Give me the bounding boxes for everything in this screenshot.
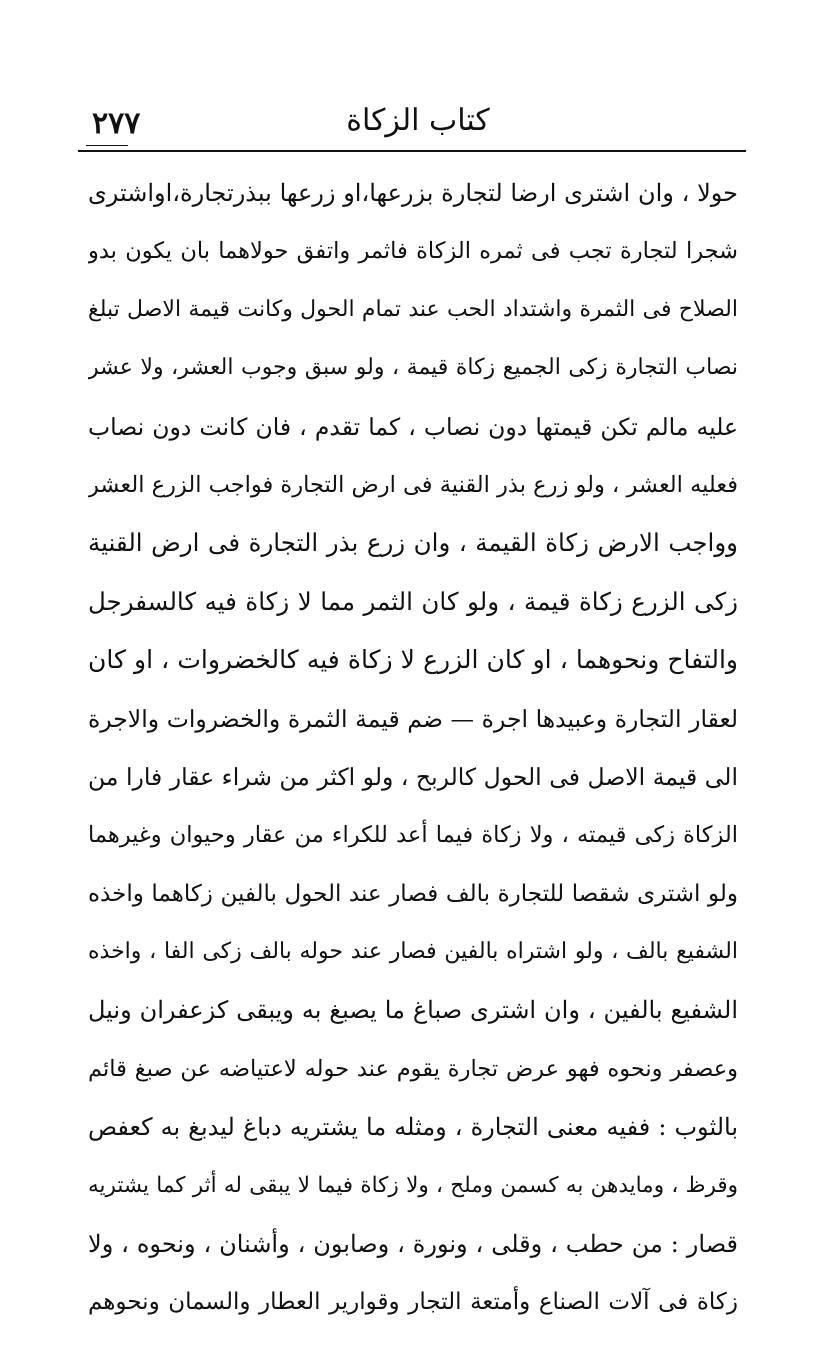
page-number-underline bbox=[86, 145, 128, 146]
text-line: وعصفر ونحوه فهو عرض تجارة يقوم عند حوله لاعتياضه عن صبغ قائم bbox=[88, 1055, 738, 1082]
body-text bbox=[88, 164, 738, 1332]
text-line: الصلاح فى الثمرة واشتداد الحب عند تمام الحول وكانت قيمة الاصل تبلغ bbox=[88, 296, 738, 322]
text-line: الشفيع بالف ، ولو اشتراه بالفين فصار عند حوله بالف زكى الفا ، واخذه bbox=[88, 939, 738, 965]
text-line: وواجب الارض زكاة القيمة ، وان زرع بذر التجارة فى ارض القنية bbox=[88, 528, 738, 558]
text-line: نصاب التجارة زكى الجميع زكاة قيمة ، ولو سبق وجوب العشر، ولا عشر bbox=[88, 355, 738, 381]
text-line: زكى الزرع زكاة قيمة ، ولو كان الثمر مما لا زكاة فيه كالسفرجل bbox=[88, 586, 738, 616]
text-line: عليه مالم تكن قيمتها دون نصاب ، كما تقدم ، فان كانت دون نصاب bbox=[88, 412, 738, 441]
text-line: زكاة فى آلات الصناع وأمتعة التجار وقوارير العطار والسمان ونحوهم bbox=[88, 1289, 738, 1316]
text-line: شجرا لتجارة تجب فى ثمره الزكاة فاثمر واتفق حولاهما بان يكون بدو bbox=[88, 238, 738, 265]
text-line: وقرظ ، ومايدهن به كسمن وملح ، ولا زكاة فيما لا يبقى له أثر كما يشتريه bbox=[88, 1172, 738, 1198]
text-line: والتفاح ونحوهما ، او كان الزرع لا زكاة فيه كالخضروات ، او كان bbox=[88, 645, 738, 675]
text-line: فعليه العشر ، ولو زرع بذر القنية فى ارض التجارة فواجب الزرع العشر bbox=[88, 471, 738, 498]
page-number: ٢٧٧ bbox=[92, 106, 141, 141]
page-header bbox=[78, 98, 746, 148]
text-line: قصار : من حطب ، وقلى ، ونورة ، وصابون ، وأشنان ، ونحوه ، ولا bbox=[88, 1230, 738, 1259]
running-title: كتاب الزكاة bbox=[346, 103, 490, 138]
text-line: الشفيع بالفين ، وان اشترى صباغ ما يصبغ به ويبقى كزعفران ونيل bbox=[88, 996, 738, 1025]
text-line: لعقار التجارة وعبيدها اجرة — ضم قيمة الثمرة والخضروات والاجرة bbox=[88, 704, 738, 733]
text-line: ولو اشترى شقصا للتجارة بالف فصار عند الحول بالفين زكاهما واخذه bbox=[88, 880, 738, 907]
text-line: الزكاة زكى قيمته ، ولا زكاة فيما أعد للكراء من عقار وحيوان وغيرهما bbox=[88, 822, 738, 849]
text-line: حولا ، وان اشترى ارضا لتجارة بزرعها،او زرعها ببذرتجارة،اواشترى bbox=[88, 179, 738, 207]
text-line: الى قيمة الاصل فى الحول كالربح ، ولو اكثر من شراء عقار فارا من bbox=[88, 762, 738, 791]
text-line: بالثوب : ففيه معنى التجارة ، ومثله ما يشتريه دباغ ليدبغ به كعفص bbox=[88, 1113, 738, 1142]
header-rule bbox=[78, 150, 746, 152]
